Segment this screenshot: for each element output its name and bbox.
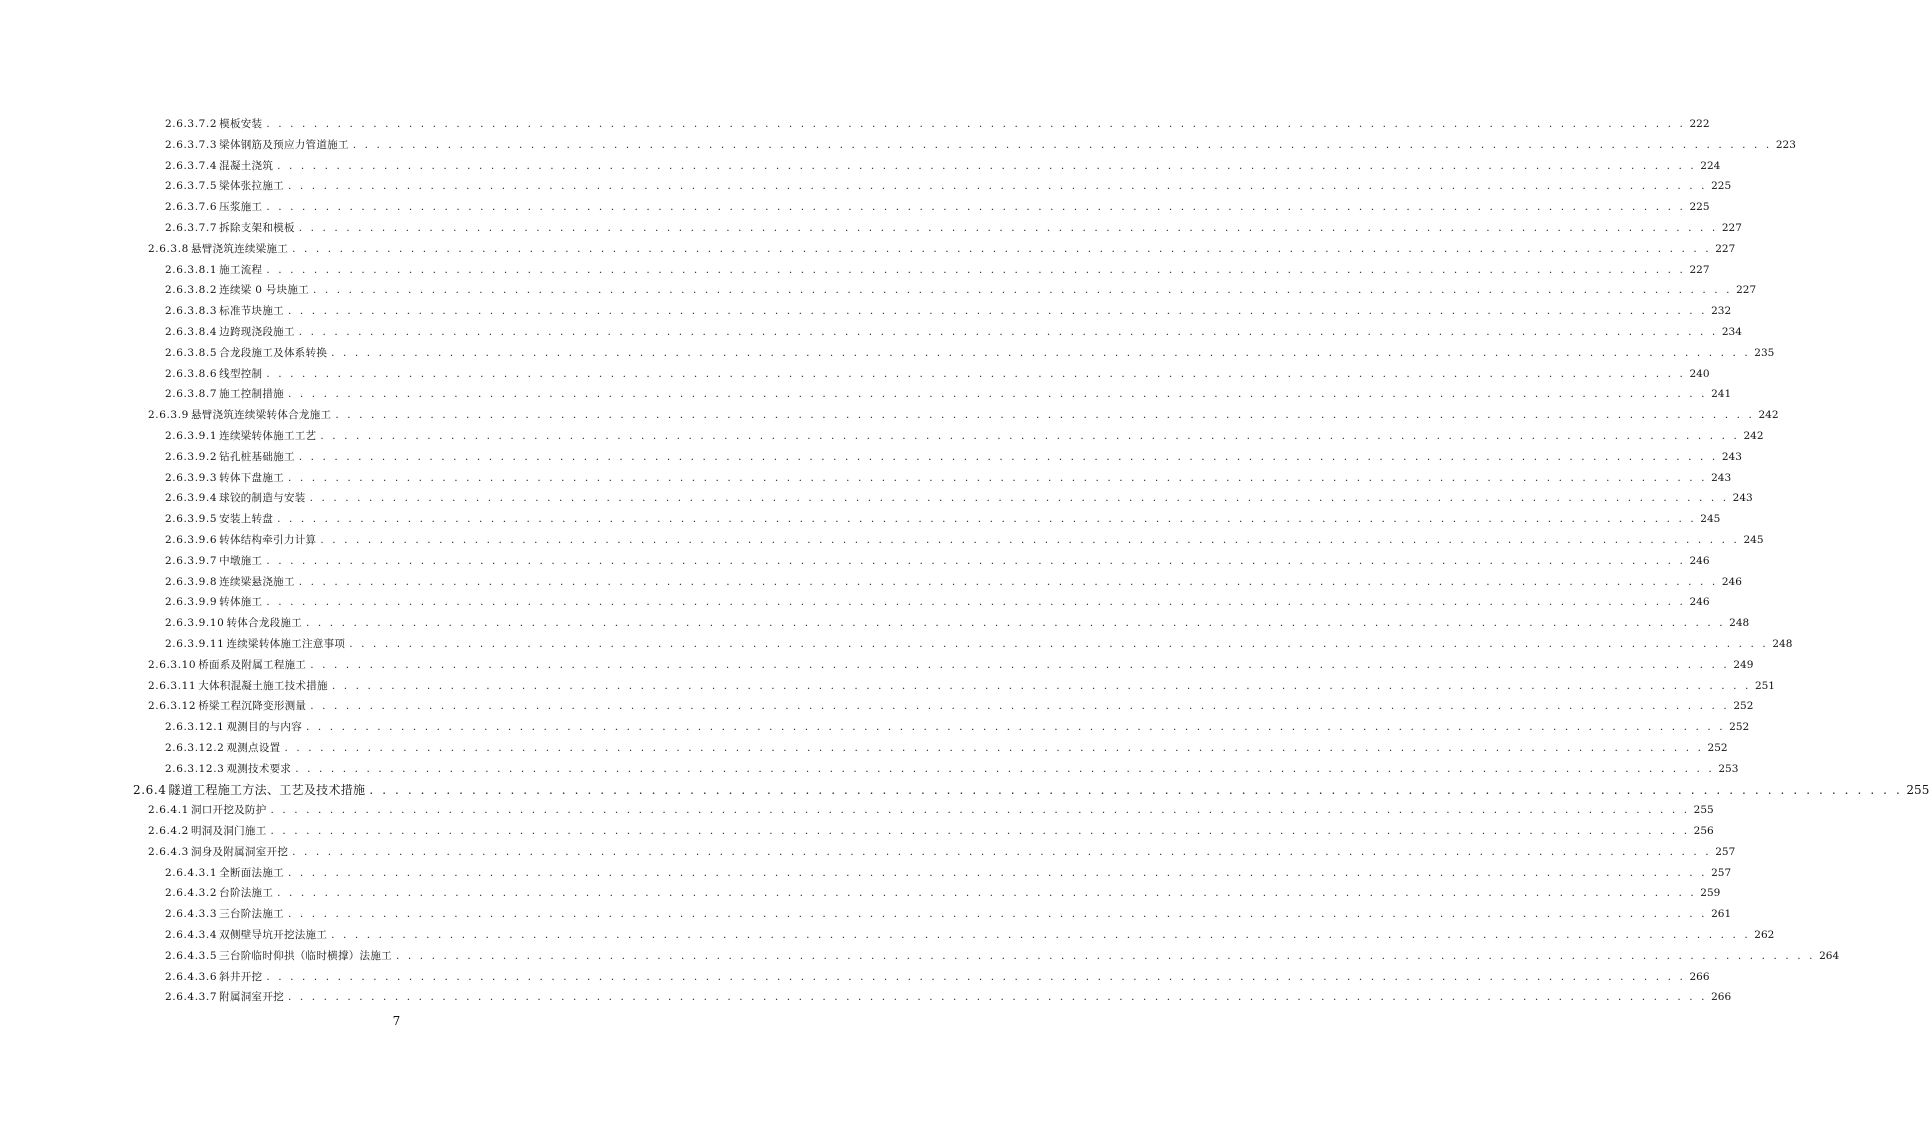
toc-entry-title: 混凝土浇筑 (219, 159, 274, 172)
toc-entry[interactable] (0, 883, 1721, 904)
toc-entry-page: 256 (1693, 825, 1714, 838)
toc-entry-number: 2.6.3.9.6 (165, 533, 218, 546)
toc-entry[interactable] (0, 280, 1757, 301)
toc-entry[interactable] (0, 904, 1732, 925)
toc-entry[interactable] (0, 114, 1710, 135)
toc-entry-page: 266 (1689, 970, 1710, 983)
toc-entry-title: 拆除支架和模板 (219, 221, 295, 234)
toc-entry-page: 243 (1732, 492, 1753, 505)
toc-dot-leader: . . . . . . . . . . . . . . . . . . . . . . . . . . . . . . . . . . . . . . . . . . . . . . . . . . . . . . . . . . . . . . . . . . . . . . . . . . . . . . . . . . . . . . . . . . . . . . . . . . . . . . . . . . . . . . . . . . . . . . . . (306, 721, 1726, 734)
toc-entry-title: 三台阶临时仰拱（临时横撑）法施工 (219, 949, 392, 962)
toc-entry-number: 2.6.3.12 (148, 700, 197, 713)
toc-dot-leader: . . . . . . . . . . . . . . . . . . . . . . . . . . . . . . . . . . . . . . . . . . . . . . . . . . . . . . . . . . . . . . . . . . . . . . . . . . . . . . . . . . . . . . . . . . . . . . . . . . . . . . . . . . . . . . . . . . . . . . . . (298, 450, 1718, 463)
toc-entry-page: 245 (1700, 513, 1721, 526)
toc-entry[interactable] (0, 405, 1779, 426)
toc-entry-page: 222 (1689, 118, 1710, 130)
toc-entry-number: 2.6.4.3.7 (165, 991, 218, 1004)
toc-dot-leader: . . . . . . . . . . . . . . . . . . . . . . . . . . . . . . . . . . . . . . . . . . . . . . . . . . . . . . . . . . . . . . . . . . . . . . . . . . . . . . . . . . . . . . . . . . . . . . . . . . . . . . . . . . . . . . . . . . . . . . . . (277, 887, 1697, 900)
toc-entry-title: 连续梁悬浇施工 (219, 575, 295, 588)
toc-entry-number: 2.6.3.7.6 (165, 201, 218, 214)
toc-entry-number: 2.6.3.12.2 (165, 741, 225, 754)
page-number: 7 (392, 1014, 401, 1028)
toc-entry-page: 232 (1711, 305, 1732, 318)
toc-entry[interactable] (0, 468, 1732, 489)
toc-entry[interactable] (0, 987, 1732, 1008)
toc-entry-number: 2.6.3.9.7 (165, 554, 218, 567)
toc-entry-number: 2.6.3.7.3 (165, 138, 218, 151)
toc-entry-page: 227 (1689, 263, 1710, 276)
toc-entry-title: 桥面系及附属工程施工 (198, 658, 307, 671)
toc-entry-number: 2.6.3.9.9 (165, 596, 218, 609)
toc-dot-leader: . . . . . . . . . . . . . . . . . . . . . . . . . . . . . . . . . . . . . . . . . . . . . . . . . . . . . . . . . . . . . . . . . . . . . . . . . . . . . . . . . . . . . . . . . . . . . . . . . . . . . . . . . . . . . . . . . . . . . . . . (349, 637, 1769, 650)
toc-dot-leader: . . . . . . . . . . . . . . . . . . . . . . . . . . . . . . . . . . . . . . . . . . . . . . . . . . . . . . . . . . . . . . . . . . . . . . . . . . . . . . . . . . . . . . . . . . . . . . . . . . . . . . . . . . . . . . . . . . . . . . . . (266, 201, 1686, 214)
toc-entry[interactable] (0, 551, 1710, 572)
toc-entry-title: 施工流程 (219, 263, 263, 276)
toc-entry-page: 246 (1721, 575, 1742, 588)
toc-entry-page: 257 (1715, 845, 1736, 858)
toc-entry-page: 252 (1707, 741, 1728, 754)
toc-dot-leader: . . . . . . . . . . . . . . . . . . . . . . . . . . . . . . . . . . . . . . . . . . . . . . . . . . . . . . . . . . . . . . . . . . . . . . . . . . . . . . . . . . . . . . . . . . . . . . . . . . . . . . . . . . . . . . . . . . . . . . . . (395, 949, 1816, 962)
toc-entry-number: 2.6.4.3.4 (165, 929, 218, 942)
toc-dot-leader: . . . . . . . . . . . . . . . . . . . . . . . . . . . . . . . . . . . . . . . . . . . . . . . . . . . . . . . . . . . . . . . . . . . . . . . . . . . . . . . . . . . . . . . . . . . . . . . . . . . . . . . . . . . . . . . . . . . . . . . . (313, 284, 1733, 297)
toc-entry-title: 双侧壁导坑开挖法施工 (219, 929, 328, 942)
toc-entry-page: 242 (1743, 429, 1764, 442)
toc-entry[interactable] (0, 676, 1775, 697)
toc-entry-number: 2.6.3.9.3 (165, 471, 218, 484)
toc-entry-number: 2.6.3.8.5 (165, 346, 218, 359)
toc-entry-title: 观测目的与内容 (226, 721, 303, 734)
toc-entry-title: 全断面法施工 (219, 866, 284, 879)
toc-dot-leader: . . . . . . . . . . . . . . . . . . . . . . . . . . . . . . . . . . . . . . . . . . . . . . . . . . . . . . . . . . . . . . . . . . . . . . . . . . . . . . . . . . . . . . . . . . . . . . . . . . . . . . . . . . . . . . . . . . . . . . . . (331, 346, 1751, 359)
toc-entry-title: 斜井开挖 (219, 970, 263, 983)
toc-entry-number: 2.6.3.10 (148, 658, 197, 671)
toc-entry-title: 连续梁转体施工工艺 (219, 429, 317, 442)
toc-dot-leader: . . . . . . . . . . . . . . . . . . . . . . . . . . . . . . . . . . . . . . . . . . . . . . . . . . . . . . . . . . . . . . . . . . . . . . . . . . . . . . . . . . . . . . . . . . . . . . . . . . . . . . . . . . . . . . . . . . . . . . . . (287, 305, 1708, 318)
toc-entry-number: 2.6.3.8 (148, 242, 189, 255)
toc-entry-page: 255 (1693, 804, 1714, 817)
toc-entry-title: 连续梁转体施工注意事项 (226, 637, 346, 650)
toc-entry[interactable] (0, 863, 1732, 884)
toc-entry-page: 252 (1733, 700, 1754, 713)
toc-entry-title: 模板安装 (219, 118, 263, 130)
toc-entry-page: 252 (1729, 721, 1750, 734)
toc-entry-number: 2.6.3.9.5 (165, 513, 218, 526)
toc-entry-number: 2.6.3.7.7 (165, 221, 218, 234)
toc-dot-leader: . . . . . . . . . . . . . . . . . . . . . . . . . . . . . . . . . . . . . . . . . . . . . . . . . . . . . . . . . . . . . . . . . . . . . . . . . . . . . . . . . . . . . . . . . . . . . . . . . . . . . . . . . . . . . . . . . . . . . . . . (270, 825, 1690, 838)
toc-entry-title: 梁体张拉施工 (219, 180, 284, 193)
toc-dot-leader: . . . . . . . . . . . . . . . . . . . . . . . . . . . . . . . . . . . . . . . . . . . . . . . . . . . . . . . . . . . . . . . . . . . . . . . . . . . . . . . . . . . . . . . . . . . . . . . . . . . . . . . . . . . . . . . . . . . . . . . . (287, 388, 1708, 401)
toc-entry-page: 227 (1736, 284, 1757, 297)
toc-entry-title: 连续梁 0 号块施工 (219, 284, 310, 297)
toc-entry-title: 大体积混凝土施工技术措施 (198, 679, 328, 692)
toc-entry-title: 观测点设置 (226, 741, 281, 754)
toc-dot-leader: . . . . . . . . . . . . . . . . . . . . . . . . . . . . . . . . . . . . . . . . . . . . . . . . . . . . . . . . . . . . . . . . . . . . . . . . . . . . . . . . . . . . . . . . . . . . . . . . . . . . . . . . . . . . . . . . . . . . . . . . (295, 762, 1715, 775)
toc-entry[interactable] (0, 572, 1742, 593)
toc-entry-page: 224 (1700, 159, 1721, 172)
toc-entry[interactable] (0, 530, 1764, 551)
toc-dot-leader: . . . . . . . . . . . . . . . . . . . . . . . . . . . . . . . . . . . . . . . . . . . . . . . . . . . . . . . . . . . . . . . . . . . . . . . . . . . . . . . . . . . . . . . . . . . . . . . . . . . . . . . . . . . . . . . . . . . . . . . . (284, 741, 1704, 754)
toc-entry-page: 223 (1775, 138, 1796, 151)
toc-entry[interactable] (0, 509, 1721, 530)
toc-entry[interactable] (0, 343, 1775, 364)
toc-entry-number: 2.6.4.3 (148, 845, 189, 858)
toc-entry-title: 明洞及洞门施工 (190, 825, 267, 838)
toc-entry-title: 洞身及附属洞室开挖 (190, 845, 289, 858)
toc-entry[interactable] (0, 176, 1732, 197)
toc-entry[interactable] (0, 301, 1732, 322)
toc-entry-title: 转体施工 (219, 596, 263, 609)
toc-dot-leader: . . . . . . . . . . . . . . . . . . . . . . . . . . . . . . . . . . . . . . . . . . . . . . . . . . . . . . . . . . . . . . . . . . . . . . . . . . . . . . . . . . . . . . . . . . . . . . . . . . . . . . . . . . . . . . . . . . . . . . . . (266, 367, 1686, 380)
toc-dot-leader: . . . . . . . . . . . . . . . . . . . . . . . . . . . . . . . . . . . . . . . . . . . . . . . . . . . . . . . . . . . . . . . . . . . . . . . . . . . . . . . . . . . . . . . . . . . . . . . . . . . . . . . . . . . . . . . . . . . . . . . . (306, 617, 1726, 630)
toc-entry[interactable] (0, 197, 1710, 218)
toc-entry-page: 242 (1758, 409, 1779, 422)
toc-entry-number: 2.6.3.9.4 (165, 492, 218, 505)
toc-entry[interactable] (0, 239, 1736, 260)
toc-entry-page: 227 (1715, 242, 1736, 255)
toc-entry-page: 248 (1772, 637, 1793, 650)
toc-entry-title: 边跨现浇段施工 (219, 325, 295, 338)
toc-entry-number: 2.6.3.8.3 (165, 305, 218, 318)
toc-dot-leader: . . . . . . . . . . . . . . . . . . . . . . . . . . . . . . . . . . . . . . . . . . . . . . . . . . . . . . . . . . . . . . . . . . . . . . . . . . . . . . . . . . . . . . . . . . . . . . . . . . . . . . . . . . . . . . . . . . . . . . . . (320, 429, 1740, 442)
toc-entry-page: 227 (1721, 221, 1742, 234)
toc-entry-title: 转体合龙段施工 (226, 617, 303, 630)
toc-entry-title: 梁体钢筋及预应力管道施工 (219, 138, 349, 151)
toc-entry-number: 2.6.3.7.2 (165, 118, 218, 130)
toc-entry[interactable] (0, 364, 1710, 385)
toc-dot-leader: . . . . . . . . . . . . . . . . . . . . . . . . . . . . . . . . . . . . . . . . . . . . . . . . . . . . . . . . . . . . . . . . . . . . . . . . . . . . . . . . . . . . . . . . . . . . . . . . . . . . . . . . . . . . . . . . . . . . . . . . (277, 159, 1697, 172)
toc-entry-number: 2.6.4.1 (148, 804, 189, 817)
toc-entry-title: 安装上转盘 (219, 513, 274, 526)
toc-entry[interactable] (0, 156, 1721, 177)
toc-dot-leader: . . . . . . . . . . . . . . . . . . . . . . . . . . . . . . . . . . . . . . . . . . . . . . . . . . . . . . . . . . . . . . . . . . . . . . . . . . . . . . . . . . . . . . . . . . . . . . . . . . . . . . . . . . . . . . . . . . . . . . . . (270, 804, 1690, 817)
toc-entry-number: 2.6.3.8.1 (165, 263, 218, 276)
toc-dot-leader: . . . . . . . . . . . . . . . . . . . . . . . . . . . . . . . . . . . . . . . . . . . . . . . . . . . . . . . . . . . . . . . . . . . . . . . . . . . . . . . . . . . . . . . . . . . . . . . . . . . . . . . . . . . . . . . . . . . . . . . . (287, 180, 1708, 193)
toc-entry-page: 241 (1711, 388, 1732, 401)
toc-entry-page: 243 (1711, 471, 1732, 484)
toc-entry-page: 225 (1711, 180, 1732, 193)
toc-entry-number: 2.6.4.2 (148, 825, 189, 838)
toc-entry[interactable] (0, 488, 1753, 509)
toc-dot-leader: . . . . . . . . . . . . . . . . . . . . . . . . . . . . . . . . . . . . . . . . . . . . . . . . . . . . . . . . . . . . . . . . . . . . . . . . . . . . . . . . . . . . . . . . . . . . . . . . . . . . . . . . . . . . . . . . . . . . . . . . (266, 263, 1686, 276)
toc-entry-number: 2.6.3.8.7 (165, 388, 218, 401)
toc-entry-title: 洞口开挖及防护 (190, 804, 267, 817)
toc-entry[interactable] (0, 655, 1754, 676)
toc-entry-title: 桥梁工程沉降变形测量 (198, 700, 307, 713)
toc-entry-title: 转体结构牵引力计算 (219, 533, 317, 546)
toc-entry-page: 240 (1689, 367, 1710, 380)
toc-entry-title: 台阶法施工 (219, 887, 274, 900)
toc-entry-title: 线型控制 (219, 367, 263, 380)
toc-entry-number: 2.6.4 (133, 782, 167, 797)
toc-entry-number: 2.6.3.9.10 (165, 617, 225, 630)
toc-dot-leader: . . . . . . . . . . . . . . . . . . . . . . . . . . . . . . . . . . . . . . . . . . . . . . . . . . . . . . . . . . . . . . . . . . . . . . . . . . . . . . . . . . . . . . . . . . . . . . . . . . . . . . . . . . . . . . . . . . . . . . . . (298, 575, 1718, 588)
toc-dot-leader: . . . . . . . . . . . . . . . . . . . . . . . . . . . . . . . . . . . . . . . . . . . . . . . . . . . . . . . . . . . . . . . . . . . . . . . . . . . . . . . . . . . . . . . . . . . . . . . . . . . . . . . . . . . . . . . . . . . . . . . . (298, 221, 1718, 234)
toc-entry-number: 2.6.3.9.2 (165, 450, 218, 463)
toc-dot-leader: . . . . . . . . . . . . . . . . . . . . . . . . . . . . . . . . . . . . . . . . . . . . . . . . . . . . . . . . . . . . . . . . . . . . . . . . . . . . . . . . . . . . . . . . . . . . . . . . . . . . . . . . . . . . . . . . . . . . . . . . (287, 866, 1708, 879)
toc-entry[interactable] (0, 780, 1929, 801)
toc-entry-page: 255 (1906, 782, 1929, 797)
toc-entry[interactable] (0, 634, 1793, 655)
toc-entry-page: 249 (1733, 658, 1754, 671)
toc-entry-page: 259 (1700, 887, 1721, 900)
toc-entry[interactable] (0, 426, 1764, 447)
toc-dot-leader: . . . . . . . . . . . . . . . . . . . . . . . . . . . . . . . . . . . . . . . . . . . . . . . . . . . . . . . . . . . . . . . . . . . . . . . . . . . . . . . . . . . . . . . . . . . . . . . . . . . . . . . . . . . . . . . . . . . . . . . . (298, 325, 1718, 338)
toc-entry-number: 2.6.3.12.1 (165, 721, 225, 734)
toc-entry[interactable] (0, 821, 1714, 842)
toc-entry-number: 2.6.3.7.5 (165, 180, 218, 193)
toc-entry[interactable] (0, 135, 1796, 156)
toc-entry-title: 合龙段施工及体系转换 (219, 346, 328, 359)
toc-entry-number: 2.6.4.3.6 (165, 970, 218, 983)
toc-entry-page: 264 (1819, 949, 1840, 962)
toc-entry-page: 253 (1718, 762, 1739, 775)
toc-dot-leader: . . . . . . . . . . . . . . . . . . . . . . . . . . . . . . . . . . . . . . . . . . . . . . . . . . . . . . . . . . . . . . . . . . . . . . . . . . . . . . . . . . . . . . . . . . . . . . . . . . . . . . . . . . . . . . . . . . . . . . . . (310, 700, 1730, 713)
toc-entry-number: 2.6.3.8.6 (165, 367, 218, 380)
toc-dot-leader: . . . . . . . . . . . . . . . . . . . . . . . . . . . . . . . . . . . . . . . . . . . . . . . . . . . . . . . . . . . . . . . . . . . . . . . . . . . . . . . . . . . . . . . . . . . . . . . . . . . . . . . . . . . . . . . . . . . . . . . . (266, 118, 1686, 130)
toc-entry[interactable] (0, 842, 1736, 863)
toc-entry-page: 225 (1689, 201, 1710, 214)
toc-dot-leader: . . . . . . . . . . . . . . . . . . . . . . . . . . . . . . . . . . . . . . . . . . . . . . . . . . . . . . . . . . . . . . . . . . . . . . . . . . . . . . . . . . . . . . . . . . . . . . . . . . . . . . . . . . . . . . . . . . . . . . . . (266, 970, 1686, 983)
toc-dot-leader: . . . . . . . . . . . . . . . . . . . . . . . . . . . . . . . . . . . . . . . . . . . . . . . . . . . . . . . . . . . . . . . . . . . . . . . . . . . . . . . . . . . . . . . . . . . . . . . . . . . . . . . . . . . . . . . . . . . . . . . . (331, 679, 1751, 692)
toc-entry-page: 262 (1754, 929, 1775, 942)
toc-entry-page: 248 (1729, 617, 1750, 630)
toc-dot-leader: . . . . . . . . . . . . . . . . . . . . . . . . . . . . . . . . . . . . . . . . . . . . . . . . . . . . . . . . . . . . . . . . . . . . . . . . . . . . . . . . . . . . . . . . . . . . . . . . . . . . . . . . . . . . . . . . . . . . . . . . (266, 554, 1686, 567)
toc-entry-title: 钻孔桩基础施工 (219, 450, 295, 463)
toc-entry-page: 234 (1721, 325, 1742, 338)
toc-entry-page: 257 (1711, 866, 1732, 879)
toc-entry-number: 2.6.3.9.8 (165, 575, 218, 588)
toc-entry-title: 隧道工程施工方法、工艺及技术措施 (168, 782, 366, 797)
toc-entry[interactable] (0, 759, 1739, 780)
toc-entry[interactable] (0, 800, 1714, 821)
toc-dot-leader: . . . . . . . . . . . . . . . . . . . . . . . . . . . . . . . . . . . . . . . . . . . . . . . . . . . . . . . . . . . . . . . . . . . . . . . . . . . . . . . . . . . . . . . . . . . . . . . . . . . . . . . . . . . . . . . . . . . . . . . . (310, 658, 1730, 671)
toc-entry-number: 2.6.4.3.3 (165, 908, 218, 921)
toc-entry-page: 261 (1711, 908, 1732, 921)
toc-entry-title: 附属洞室开挖 (219, 991, 284, 1004)
toc-dot-leader: . . . . . . . . . . . . . . . . . . . . . . . . . . . . . . . . . . . . . . . . . . . . . . . . . . . . . . . . . . . . . . . . . . . . . . . . . . . . . . . . . . . . . . . . . . . . . . . . . . . . . . . . . . . . . . . . . . . . . . . . (292, 242, 1712, 255)
toc-entry-page: 251 (1754, 679, 1775, 692)
toc-entry-title: 观测技术要求 (226, 762, 292, 775)
toc-entry-page: 266 (1711, 991, 1732, 1004)
toc-entry[interactable] (0, 717, 1750, 738)
toc-entry-number: 2.6.3.9 (148, 409, 189, 422)
table-of-contents (0, 114, 1929, 1008)
toc-entry[interactable] (0, 696, 1754, 717)
toc-entry-number: 2.6.3.7.4 (165, 159, 218, 172)
toc-entry-title: 转体下盘施工 (219, 471, 284, 484)
toc-entry-title: 悬臂浇筑连续梁转体合龙施工 (190, 409, 332, 422)
toc-entry-page: 235 (1754, 346, 1775, 359)
toc-entry[interactable] (0, 447, 1742, 468)
toc-entry-title: 三台阶法施工 (219, 908, 284, 921)
toc-entry-number: 2.6.4.3.5 (165, 949, 218, 962)
toc-entry-title: 压浆施工 (219, 201, 263, 214)
toc-dot-leader: . . . . . . . . . . . . . . . . . . . . . . . . . . . . . . . . . . . . . . . . . . . . . . . . . . . . . . . . . . . . . . . . . . . . . . . . . . . . . . . . . . . . . . . . . . . . . . . . . . . . . . . . . . . . . . . . . . . . . . . . (335, 409, 1755, 422)
toc-entry-title: 球铰的制造与安装 (219, 492, 306, 505)
toc-entry[interactable] (0, 384, 1732, 405)
toc-entry-number: 2.6.3.11 (148, 679, 197, 692)
toc-entry-number: 2.6.3.8.4 (165, 325, 218, 338)
toc-entry-title: 中墩施工 (219, 554, 263, 567)
toc-entry[interactable] (0, 613, 1750, 634)
toc-entry[interactable] (0, 592, 1710, 613)
toc-entry-page: 245 (1743, 533, 1764, 546)
toc-entry[interactable] (0, 738, 1728, 759)
toc-entry-title: 悬臂浇筑连续梁施工 (190, 242, 289, 255)
toc-entry-number: 2.6.3.9.11 (165, 637, 225, 650)
toc-entry-page: 246 (1689, 554, 1710, 567)
toc-entry-page: 246 (1689, 596, 1710, 609)
toc-entry[interactable] (0, 322, 1742, 343)
toc-dot-leader: . . . . . . . . . . . . . . . . . . . . . . . . . . . . . . . . . . . . . . . . . . . . . . . . . . . . . . . . . . . . . . . . . . . . . . . . . . . . . . . . . . . . . . . . . . . . . . . . . . . . . . . . . . . . . . . . . . . . . . . . (277, 513, 1697, 526)
toc-entry[interactable] (0, 218, 1742, 239)
toc-entry-title: 施工控制措施 (219, 388, 284, 401)
toc-dot-leader: . . . . . . . . . . . . . . . . . . . . . . . . . . . . . . . . . . . . . . . . . . . . . . . . . . . . . . . . . . . . . . . . . . . . . . . . . . . . . . . . . . . . . . . . . . . . . . . . . . . . . . . . . . . . . . . . . . . . . . . . (320, 533, 1740, 546)
toc-entry-number: 2.6.3.8.2 (165, 284, 218, 297)
toc-entry-title: 标准节块施工 (219, 305, 284, 318)
toc-dot-leader: . . . . . . . . . . . . . . . . . . . . . . . . . . . . . . . . . . . . . . . . . . . . . . . . . . . . . . . . . . . . . . . . . . . . . . . . . . . . . . . . . . . . . . . . . . . . . . . . . . . . . . . . . . . . . . . . . . . . . . . . (309, 492, 1729, 505)
toc-entry-number: 2.6.4.3.2 (165, 887, 218, 900)
toc-dot-leader: . . . . . . . . . . . . . . . . . . . . . . . . . . . . . . . . . . . . . . . . . . . . . . . . . . . . . . . . . . . . . . . . . . . . . . . . . . . . . . . . . . . . . . . . . . . . . . . . . . . . . . . . . . . . . . . . . . . . . . . . (287, 908, 1708, 921)
toc-entry[interactable] (0, 260, 1710, 281)
toc-dot-leader: . . . . . . . . . . . . . . . . . . . . . . . . . . . . . . . . . . . . . . . . . . . . . . . . . . . . . . . . . . . . . . . . . . . . . . . . . . . . . . . . . . . . . . . . . . . . . . . . . . . . . . . . . . . . . . . . . . . . . . . . (287, 471, 1708, 484)
toc-dot-leader: . . . . . . . . . . . . . . . . . . . . . . . . . . . . . . . . . . . . . . . . . . . . . . . . . . . . . . . . . . . . . . . . . . . . . . . . . . . . . . . . . . . . . . . . . . . . . . . . . . . . . . . . . . . . . . . . . . . . . . . . (292, 845, 1712, 858)
toc-entry-number: 2.6.4.3.1 (165, 866, 218, 879)
toc-dot-leader: . . . . . . . . . . . . . . . . . . . . . . . . . . . . . . . . . . . . . . . . . . . . . . . . . . . . . . . . . . . . . . . . . . . . . . . . . . . . . . . . . . . . . . . . . . . . . . . . . . . . . . . . . . . . . . . . . . . . . . . . (287, 991, 1708, 1004)
toc-entry[interactable] (0, 946, 1840, 967)
toc-entry[interactable] (0, 967, 1710, 988)
toc-entry-number: 2.6.3.9.1 (165, 429, 218, 442)
toc-entry[interactable] (0, 925, 1775, 946)
toc-dot-leader: . . . . . . . . . . . . . . . . . . . . . . . . . . . . . . . . . . . . . . . . . . . . . . . . . . . . . . . . . . . . . . . . . . . . . . . . . . . . . . . . . . . . . . . . . . . . . . . . . . . . . . . . . . . . . . . . . . . . . . . . (352, 138, 1772, 151)
toc-entry-page: 243 (1721, 450, 1742, 463)
toc-dot-leader: . . . . . . . . . . . . . . . . . . . . . . . . . . . . . . . . . . . . . . . . . . . . . . . . . . . . . . . . . . . . . . . . . . . . . . . . . . . . . . . . . . . . . . . . . . . . . . . . . . . . . . . . . . . . . . . . . . . . . . . . (266, 596, 1686, 609)
toc-dot-leader: . . . . . . . . . . . . . . . . . . . . . . . . . . . . . . . . . . . . . . . . . . . . . . . . . . . . . . . . . . . . . . . . . . . . . . . . . . . . . . . . . . . . . . . . . . . . . . . . . . . . . . . . . . . . . . . . . . . . . . . . (331, 929, 1751, 942)
toc-entry-number: 2.6.3.12.3 (165, 762, 225, 775)
toc-dot-leader: . . . . . . . . . . . . . . . . . . . . . . . . . . . . . . . . . . . . . . . . . . . . . . . . . . . . . . . . . . . . . . . . . . . . . . . . . . . . . . . . . . . . . . . . . . . . . . . . . . . . . . . . . . . . . . . . . . . . . . . . (369, 782, 1903, 797)
